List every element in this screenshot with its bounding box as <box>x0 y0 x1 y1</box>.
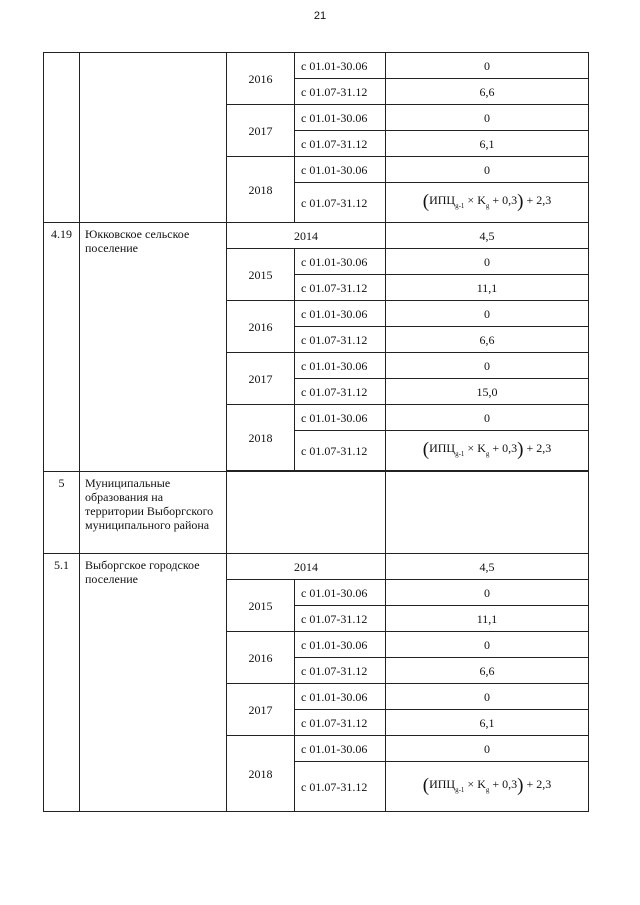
year-cell: 2018 <box>227 405 295 471</box>
table-row <box>44 53 589 79</box>
year-cell: 2015 <box>227 249 295 301</box>
value-cell: 0 <box>386 353 589 379</box>
value-cell: 0 <box>386 684 589 710</box>
year-cell: 2014 <box>227 223 386 249</box>
formula-cell: $(ИПЦ_{g-1} \times K_g + 0,3) + 2,3$ <box>386 431 589 471</box>
period-cell: с 01.01-30.06 <box>295 353 386 379</box>
value-cell: 0 <box>386 105 589 131</box>
period-cell: с 01.07-31.12 <box>295 327 386 353</box>
value-cell: 0 <box>386 53 589 79</box>
table-row <box>44 472 589 554</box>
year-cell: 2016 <box>227 53 295 105</box>
row-number-cell: 4.19 <box>44 223 80 472</box>
value-cell: 6,6 <box>386 79 589 105</box>
period-cell: с 01.07-31.12 <box>295 606 386 632</box>
year-cell: 2016 <box>227 301 295 353</box>
table-row <box>44 223 589 249</box>
row-number-cell: 5 <box>44 472 80 554</box>
period-cell: с 01.01-30.06 <box>295 684 386 710</box>
value-cell: 0 <box>386 580 589 606</box>
value-cell: 0 <box>386 301 589 327</box>
municipality-name-cell: Муниципальные образования на территории Выборгского муниципального района <box>80 472 227 554</box>
municipality-name-cell: Юкковское сельское поселение <box>80 223 227 472</box>
period-cell: с 01.01-30.06 <box>295 405 386 431</box>
formula-cell: $(ИПЦ_{g-1} \times K_g + 0,3) + 2,3$ <box>386 762 589 812</box>
period-cell: с 01.01-30.06 <box>295 301 386 327</box>
year-cell: 2017 <box>227 353 295 405</box>
table-row <box>44 554 589 580</box>
period-cell: с 01.07-31.12 <box>295 275 386 301</box>
period-cell: с 01.01-30.06 <box>295 736 386 762</box>
municipality-name-cell <box>80 53 227 223</box>
period-cell: с 01.01-30.06 <box>295 632 386 658</box>
year-cell: 2017 <box>227 105 295 157</box>
value-cell: 4,5 <box>386 223 589 249</box>
period-cell: с 01.07-31.12 <box>295 183 386 223</box>
value-cell: 6,6 <box>386 658 589 684</box>
row-number-cell <box>44 53 80 223</box>
year-cell: 2015 <box>227 580 295 632</box>
value-cell: 6,6 <box>386 327 589 353</box>
value-cell: 0 <box>386 736 589 762</box>
formula-cell: $(ИПЦ_{g-1} \times K_g + 0,3) + 2,3$ <box>386 183 589 223</box>
value-cell: 0 <box>386 157 589 183</box>
value-cell: 0 <box>386 632 589 658</box>
value-cell: 11,1 <box>386 606 589 632</box>
page-number: 21 <box>313 10 327 22</box>
period-cell: с 01.07-31.12 <box>295 379 386 405</box>
period-cell: с 01.07-31.12 <box>295 762 386 812</box>
value-cell: 0 <box>386 405 589 431</box>
value-cell: 0 <box>386 249 589 275</box>
period-cell: с 01.07-31.12 <box>295 658 386 684</box>
row-number-cell: 5.1 <box>44 554 80 812</box>
tariff-table <box>43 52 589 812</box>
period-cell: с 01.01-30.06 <box>295 105 386 131</box>
value-cell: 6,1 <box>386 131 589 157</box>
period-cell: с 01.07-31.12 <box>295 131 386 157</box>
value-cell: 4,5 <box>386 554 589 580</box>
period-cell: с 01.01-30.06 <box>295 580 386 606</box>
period-cell: с 01.07-31.12 <box>295 710 386 736</box>
value-cell: 11,1 <box>386 275 589 301</box>
period-cell: с 01.01-30.06 <box>295 53 386 79</box>
period-cell: с 01.07-31.12 <box>295 79 386 105</box>
period-cell: с 01.01-30.06 <box>295 157 386 183</box>
value-cell: 6,1 <box>386 710 589 736</box>
empty-cell <box>386 472 589 554</box>
year-cell: 2016 <box>227 632 295 684</box>
year-cell: 2017 <box>227 684 295 736</box>
period-cell: с 01.07-31.12 <box>295 431 386 471</box>
period-cell: с 01.01-30.06 <box>295 249 386 275</box>
empty-cell <box>227 472 386 554</box>
value-cell: 15,0 <box>386 379 589 405</box>
municipality-name-cell: Выборгское городское поселение <box>80 554 227 812</box>
year-cell: 2018 <box>227 157 295 223</box>
year-cell: 2014 <box>227 554 386 580</box>
year-cell: 2018 <box>227 736 295 812</box>
